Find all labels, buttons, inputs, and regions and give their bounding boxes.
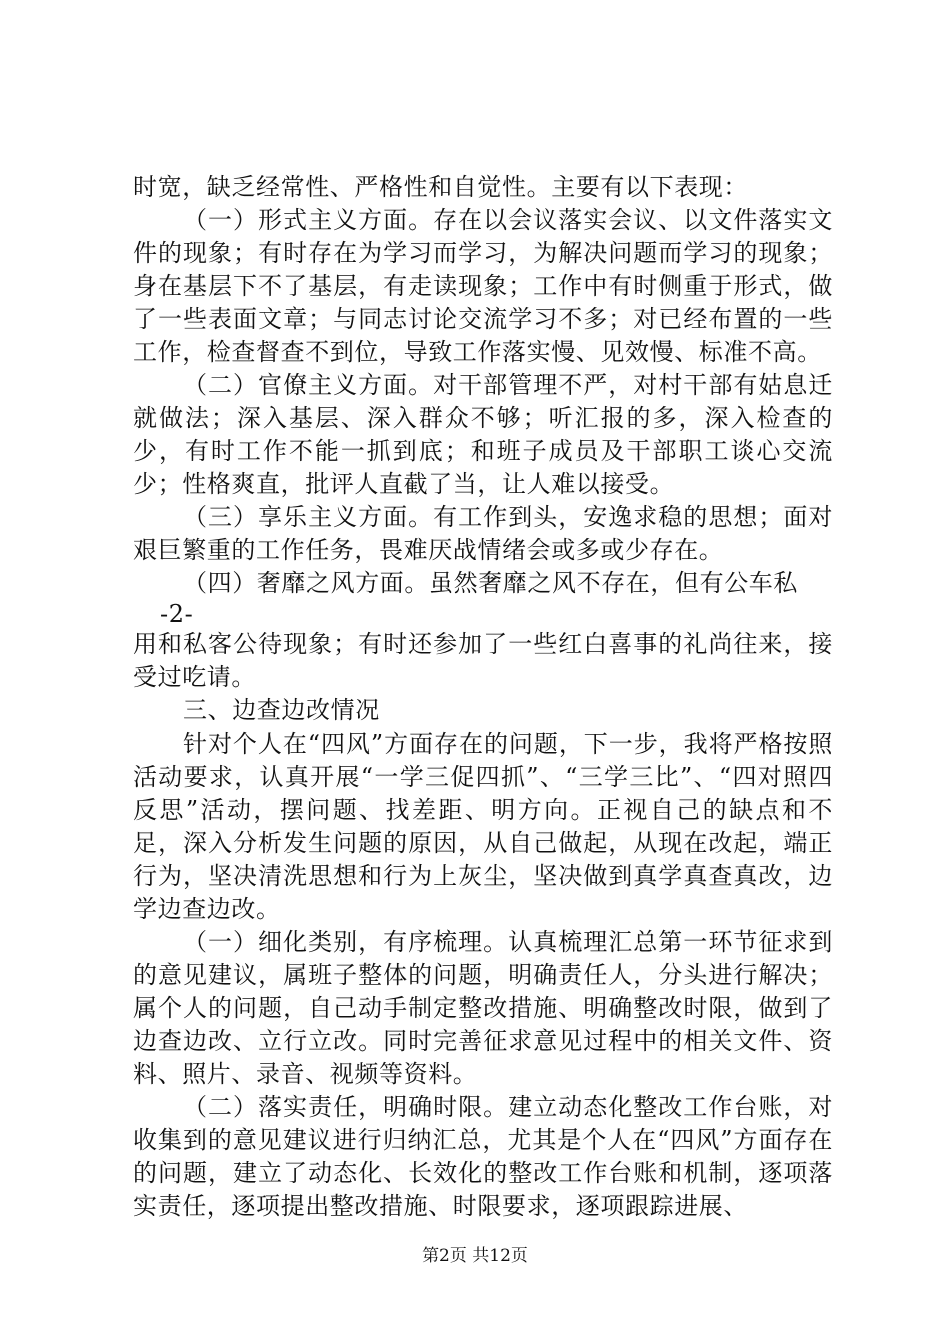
- section-heading: 三、边查边改情况: [183, 696, 380, 725]
- paragraph-9: （二）落实责任，明确时限。建立动态化整改工作台账，对收集到的意见建议进行归纳汇总，尤其是个人在“四风”方面存在的问题，建立了动态化、长效化的整改工作台账和机制，逐项落实责任，逐项提出整改措施、时限要求，逐项跟踪进展、: [133, 1092, 833, 1220]
- page-footer: 第2页 共12页: [422, 1246, 528, 1266]
- inline-page-number: -2-: [160, 600, 194, 629]
- paragraph-1: 时宽，缺乏经常性、严格性和自觉性。主要有以下表现：: [133, 173, 748, 201]
- paragraph-6: 用和私客公待现象；有时还参加了一些红白喜事的礼尚往来，接受过吃请。: [133, 630, 833, 692]
- paragraph-2: （一）形式主义方面。存在以会议落实会议、以文件落实文件的现象；有时存在为学习而学习，为解决问题而学习的现象；身在基层下不了基层，有走读现象；工作中有时侧重于形式，做了一些表面文章；与同志讨论交流学习不多；对已经布置的一些工作，检查督查不到位，导致工作落实慢、见效慢、标准不高。: [133, 206, 833, 367]
- paragraph-4: （三）享乐主义方面。有工作到头，安逸求稳的思想；面对艰巨繁重的工作任务，畏难厌战情绪会或多或少存在。: [133, 503, 833, 565]
- paragraph-8: （一）细化类别，有序梳理。认真梳理汇总第一环节征求到的意见建议，属班子整体的问题，明确责任人，分头进行解决；属个人的问题，自己动手制定整改措施、明确整改时限，做到了边查边改、立行立改。同时完善征求意见过程中的相关文件、资料、照片、录音、视频等资料。: [133, 927, 833, 1088]
- paragraph-5: （四）奢靡之风方面。虽然奢靡之风不存在，但有公车私: [183, 569, 798, 598]
- paragraph-3: （二）官僚主义方面。对干部管理不严，对村干部有姑息迁就做法；深入基层、深入群众不够；听汇报的多，深入检查的少，有时工作不能一抓到底；和班子成员及干部职工谈心交流少；性格爽直，批评人直截了当，让人难以接受。: [133, 371, 833, 499]
- document-body: [133, 171, 833, 1223]
- paragraph-7: 针对个人在“四风”方面存在的问题，下一步，我将严格按照活动要求，认真开展“一学三促四抓”、“三学三比”、“四对照四反思”活动，摆问题、找差距、明方向。正视自己的缺点和不足，深入分析发生问题的原因，从自己做起，从现在改起，端正行为，坚决清洗思想和行为上灰尘，坚决做到真学真查真改，边学边查边改。: [133, 729, 833, 923]
